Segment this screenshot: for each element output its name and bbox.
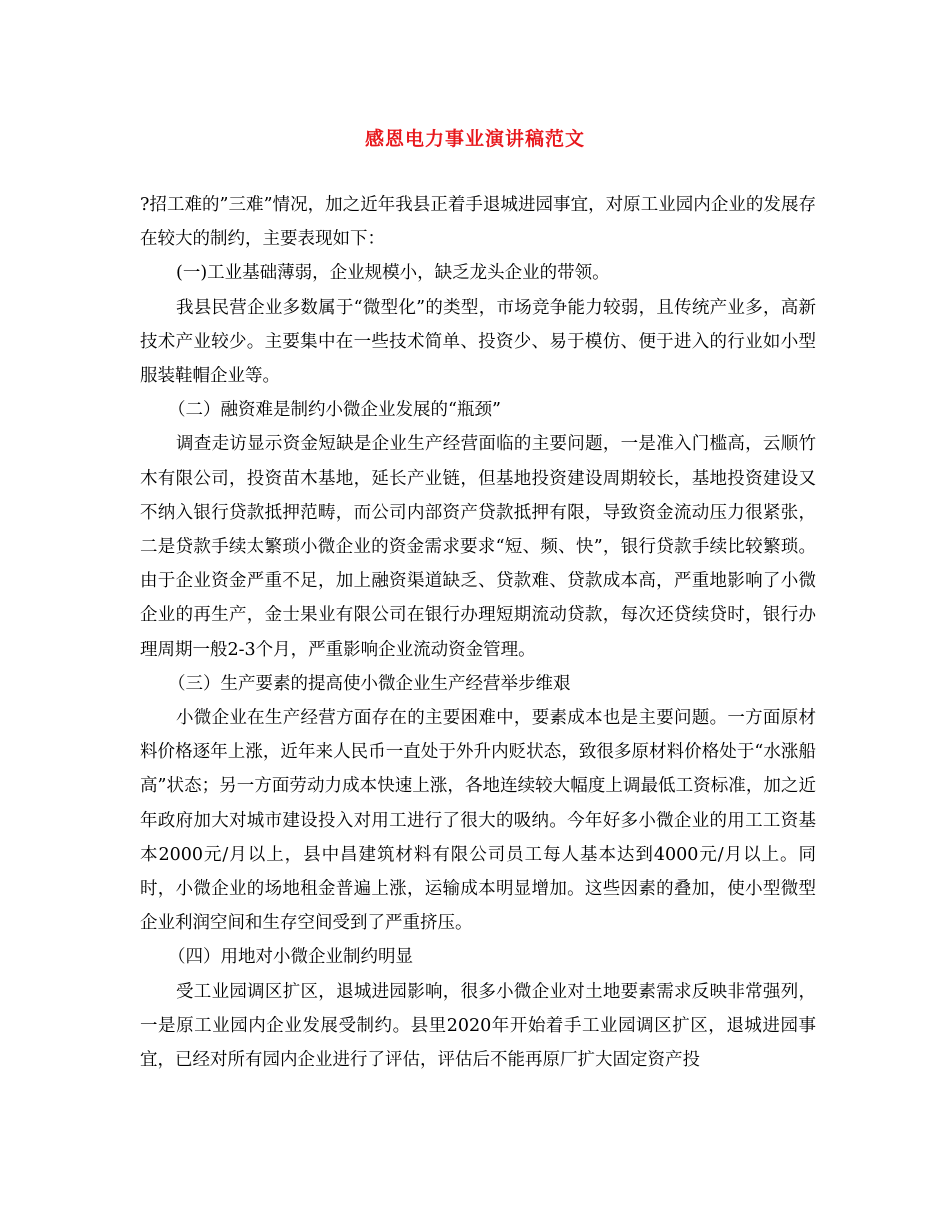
paragraph-section-1-heading: (一)工业基础薄弱，企业规模小，缺乏龙头企业的带领。	[176, 263, 610, 284]
paragraph-section-4-body: 受工业园调区扩区，退城进园影响，很多小微企业对土地要素需求反映非常强列，一是原工业园内企业发展受制约。县里2020年开始着手工业园调区扩区，退城进园事宜，已经对所有园内企业进行了评估，评估后不能再原厂扩大固定资产投	[140, 981, 816, 1071]
paragraph-section-2-body: 调查走访显示资金短缺是企业生产经营面临的主要问题，一是准入门槛高，云顺竹木有限公司，投资苗木基地，延长产业链，但基地投资建设周期较长，基地投资建设又不纳入银行贷款抵押范畴，而公司内部资产贷款抵押有限，导致资金流动压力很紧张，二是贷款手续太繁琐小微企业的资金需求要求“短、频、快”，银行贷款手续比较繁琐。由于企业资金严重不足，加上融资渠道缺乏、贷款难、贷款成本高，严重地影响了小微企业的再生产，金士果业有限公司在银行办理短期流动贷款，每次还贷续贷时，银行办理周期一般2-3个月，严重影响企业流动资金管理。	[140, 434, 816, 660]
paragraph-section-1-body: 我县民营企业多数属于“微型化”的类型，市场竞争能力较弱，且传统产业多，高新技术产业较少。主要集中在一些技术简单、投资少、易于模仿、便于进入的行业如小型服装鞋帽企业等。	[140, 297, 816, 387]
paragraph-section-3-heading: （三）生产要素的提高使小微企业生产经营举步维艰	[168, 673, 571, 694]
document-title: 感恩电力事业演讲稿范文	[364, 128, 585, 150]
paragraph-intro: ?招工难的”三难”情况，加之近年我县正着手退城进园事宜，对原工业园内企业的发展存在较大的制约，主要表现如下：	[140, 195, 816, 250]
paragraph-section-3-body: 小微企业在生产经营方面存在的主要困难中，要素成本也是主要问题。一方面原材料价格逐年上涨，近年来人民币一直处于外升内贬状态，致很多原材料价格处于“水涨船高”状态；另一方面劳动力成本快速上涨，各地连续较大幅度上调最低工资标准，加之近年政府加大对城市建设投入对用工进行了很大的吸纳。今年好多小微企业的用工工资基本2000元/月以上，县中昌建筑材料有限公司员工每人基本达到4000元/月以上。同时，小微企业的场地租金普遍上涨，运输成本明显增加。这些因素的叠加，使小型微型企业利润空间和生存空间受到了严重挤压。	[140, 708, 816, 934]
paragraph-section-4-heading: （四）用地对小微企业制约明显	[168, 947, 413, 968]
document-body	[140, 188, 816, 1077]
paragraph-section-2-heading: （二）融资难是制约小微企业发展的“瓶颈”	[168, 400, 501, 421]
